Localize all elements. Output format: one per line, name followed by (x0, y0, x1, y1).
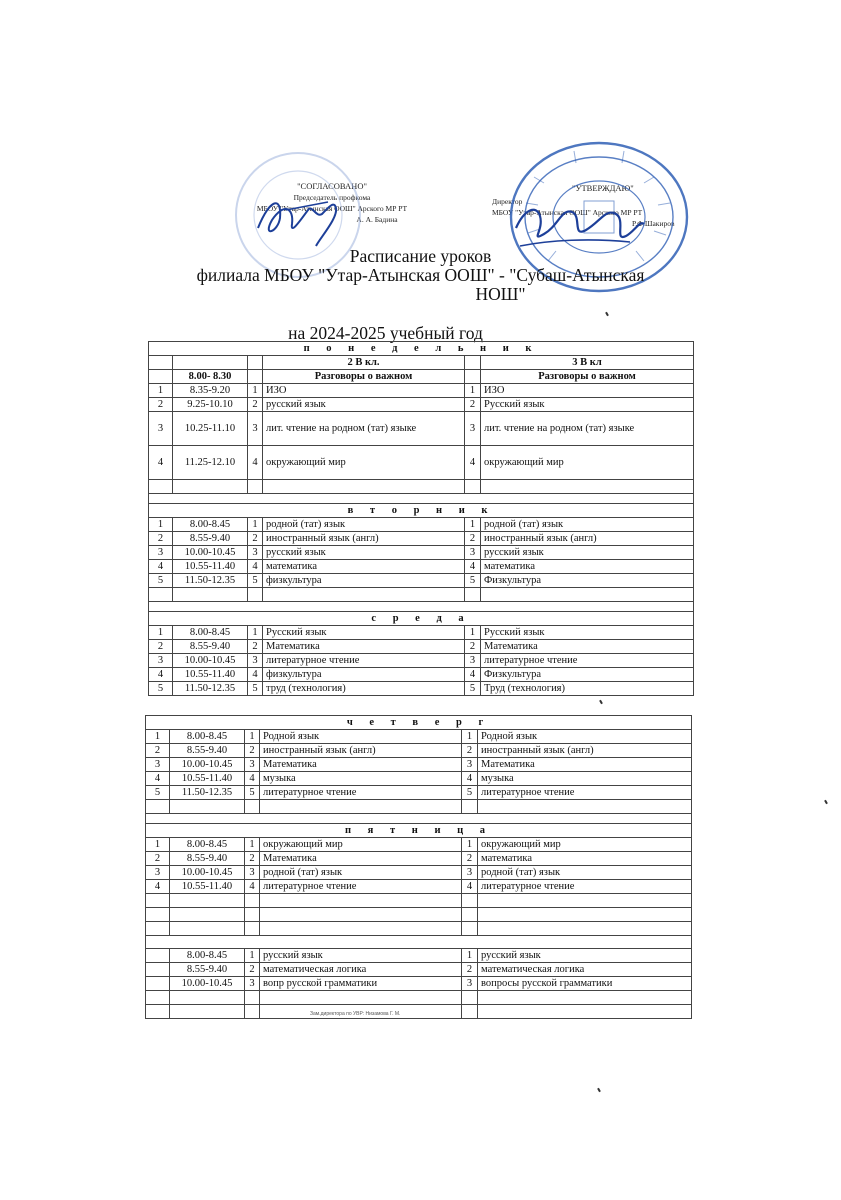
table-row: 2 8.55-9.40 2 Математика 2 Математика (149, 640, 694, 654)
day-header-friday: п я т н и ц а (146, 824, 692, 838)
approval-right-line3: МБОУ "Утар-Атынская ООШ" Арского МР РТ (492, 208, 643, 217)
table-row: 1 8.35-9.20 1 ИЗО 1 ИЗО (149, 384, 694, 398)
first-period-time: 8.00- 8.30 (173, 370, 248, 384)
table-row: 1 8.00-8.45 1 окружающий мир 1 окружающий мир (146, 838, 692, 852)
scan-speck (597, 1088, 601, 1092)
title-line1: Расписание уроков (349, 246, 492, 266)
table-row: 2 9.25-10.10 2 русский язык 2 Русский язык (149, 398, 694, 412)
table-row: 4 10.55-11.40 4 музыка 4 музыка (146, 772, 692, 786)
table-row: 3 10.00-10.45 3 литературное чтение 3 литературное чтение (149, 654, 694, 668)
day-header-monday: п о н е д е л ь н и к (149, 342, 694, 356)
table-row: 5 11.50-12.35 5 литературное чтение 5 литературное чтение (146, 786, 692, 800)
table-row: 3 10.00-10.45 3 Математика 3 Математика (146, 758, 692, 772)
table-row: 4 11.25-12.10 4 окружающий мир 4 окружающий мир (149, 446, 694, 480)
table-row: 5 11.50-12.35 5 труд (технология) 5 Труд (технология) (149, 682, 694, 696)
title-line4: на 2024-2025 учебный год (288, 323, 483, 343)
class-b-header: 3 В кл (481, 356, 694, 370)
approval-left-line1: "СОГЛАСОВАНО" (297, 181, 367, 191)
scan-speck (824, 800, 828, 804)
table-row: 4 10.55-11.40 4 физкультура 4 Физкультура (149, 668, 694, 682)
scan-speck (599, 700, 603, 704)
table-row: 5 11.50-12.35 5 физкультура 5 Физкультура (149, 574, 694, 588)
approval-left-line2: Председатель профкома (293, 193, 371, 202)
class-a-header: 2 В кл. (263, 356, 465, 370)
schedule-table-2 (145, 715, 692, 1019)
footer-signature-line: Зам.директора по УВР: Низамова Г. М. (310, 1011, 401, 1017)
table-row: 1 8.00-8.45 1 родной (тат) язык 1 родной (тат) язык (149, 518, 694, 532)
title-line3: НОШ" (475, 284, 526, 304)
table-row: 1 8.00-8.45 1 Родной язык 1 Родной язык (146, 730, 692, 744)
table-row: 2 8.55-9.40 2 Математика 2 математика (146, 852, 692, 866)
left-signature (250, 188, 360, 250)
first-period-subject-a: Разговоры о важном (263, 370, 465, 384)
table-row: 10.00-10.45 3 вопр русской грамматики 3 вопросы русской грамматики (146, 977, 692, 991)
table-row: 2 8.55-9.40 2 иностранный язык (англ) 2 иностранный язык (англ) (149, 532, 694, 546)
table-row: 3 10.25-11.10 3 лит. чтение на родном (тат) языке 3 лит. чтение на родном (тат) языке (149, 412, 694, 446)
approval-right-line4: Р.Ф.Шакиров (632, 219, 675, 228)
day-header-wednesday: с р е д а (149, 612, 694, 626)
table-row: 3 10.00-10.45 3 родной (тат) язык 3 родной (тат) язык (146, 866, 692, 880)
first-period-subject-b: Разговоры о важном (481, 370, 694, 384)
table-row: 2 8.55-9.40 2 иностранный язык (англ) 2 иностранный язык (англ) (146, 744, 692, 758)
approval-right-line1: "УТВЕРЖДАЮ" (572, 183, 634, 193)
title-line2: филиала МБОУ "Утар-Атынская ООШ" - "Субаш-Атынская (196, 265, 645, 285)
day-header-tuesday: в т о р н и к (149, 504, 694, 518)
schedule-table-1 (148, 341, 694, 696)
table-row: 1 8.00-8.45 1 Русский язык 1 Русский язык (149, 626, 694, 640)
approval-left-line3: МБОУ "Утар-Атынская ООШ" Арского МР РТ (256, 204, 408, 213)
table-row: 3 10.00-10.45 3 русский язык 3 русский язык (149, 546, 694, 560)
approval-left-line4: А. А. Бадина (356, 215, 398, 224)
scan-speck (605, 312, 609, 316)
table-row: 8.00-8.45 1 русский язык 1 русский язык (146, 949, 692, 963)
table-row: 8.55-9.40 2 математическая логика 2 математическая логика (146, 963, 692, 977)
table-row: 4 10.55-11.40 4 литературное чтение 4 литературное чтение (146, 880, 692, 894)
day-header-thursday: ч е т в е р г (146, 716, 692, 730)
approval-right-line2: Директор (492, 197, 523, 206)
table-row: 4 10.55-11.40 4 математика 4 математика (149, 560, 694, 574)
